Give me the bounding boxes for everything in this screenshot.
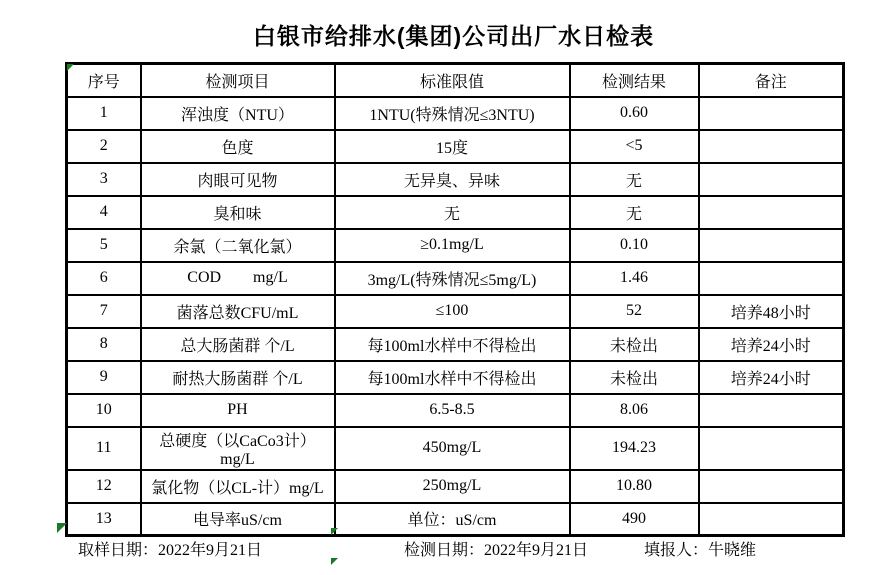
table-row — [67, 97, 844, 130]
cell-item: 余氯（二氧化氯） — [141, 229, 335, 262]
header-item: 检测项目 — [141, 64, 335, 97]
cell-item: COD mg/L — [141, 262, 335, 295]
cell-limit: 250mg/L — [335, 470, 570, 503]
cell-note — [699, 229, 844, 262]
table-row — [67, 262, 844, 295]
header-result: 检测结果 — [570, 64, 699, 97]
cell-result: 490 — [570, 503, 699, 536]
cell-no: 4 — [67, 196, 141, 229]
table-row — [67, 503, 844, 536]
cell-note — [699, 427, 844, 470]
table-row — [67, 427, 844, 470]
green-triangle-marker-icon — [331, 528, 338, 535]
cell-item: 菌落总数CFU/mL — [141, 295, 335, 328]
table-row — [67, 295, 844, 328]
cell-item: 色度 — [141, 130, 335, 163]
cell-result: 未检出 — [570, 361, 699, 394]
cell-no: 11 — [67, 427, 141, 470]
cell-item: 总硬度（以CaCo3计）mg/L — [141, 427, 335, 470]
cell-result: <5 — [570, 130, 699, 163]
table-row — [67, 394, 844, 427]
cell-item: 臭和味 — [141, 196, 335, 229]
green-triangle-marker-icon — [67, 64, 74, 71]
cell-note — [699, 97, 844, 130]
cell-limit: 单位：uS/cm — [335, 503, 570, 536]
cell-item: 耐热大肠菌群 个/L — [141, 361, 335, 394]
cell-note: 培养24小时 — [699, 361, 844, 394]
cell-no: 5 — [67, 229, 141, 262]
cell-note — [699, 163, 844, 196]
table-row — [67, 163, 844, 196]
table-header-row — [67, 64, 844, 97]
cell-no: 10 — [67, 394, 141, 427]
cell-result: 8.06 — [570, 394, 699, 427]
cell-item: 浑浊度（NTU） — [141, 97, 335, 130]
table-row — [67, 470, 844, 503]
test-date-label: 检测日期：2022年9月21日 — [404, 542, 589, 559]
cell-note — [699, 503, 844, 536]
cell-result: 无 — [570, 163, 699, 196]
cell-note — [699, 394, 844, 427]
cell-note — [699, 196, 844, 229]
cell-limit: 15度 — [335, 130, 570, 163]
green-triangle-marker-icon — [331, 558, 338, 565]
header-limit: 标准限值 — [335, 64, 570, 97]
cell-note — [699, 130, 844, 163]
cell-item: 电导率uS/cm — [141, 503, 335, 536]
cell-no: 1 — [67, 97, 141, 130]
table-row — [67, 328, 844, 361]
cell-no: 13 — [67, 503, 141, 536]
table-row — [67, 196, 844, 229]
cell-limit: ≤100 — [335, 295, 570, 328]
sampling-date-label: 取样日期：2022年9月21日 — [78, 542, 263, 559]
cell-note: 培养48小时 — [699, 295, 844, 328]
cell-result: 194.23 — [570, 427, 699, 470]
cell-limit: ≥0.1mg/L — [335, 229, 570, 262]
header-no: 序号 — [67, 64, 141, 97]
green-triangle-marker-icon — [57, 523, 67, 533]
cell-limit: 3mg/L(特殊情况≤5mg/L) — [335, 262, 570, 295]
cell-item: PH — [141, 394, 335, 427]
cell-no: 8 — [67, 328, 141, 361]
cell-limit: 每100ml水样中不得检出 — [335, 328, 570, 361]
cell-no: 9 — [67, 361, 141, 394]
cell-no: 3 — [67, 163, 141, 196]
cell-limit: 450mg/L — [335, 427, 570, 470]
table-row — [67, 229, 844, 262]
cell-note — [699, 262, 844, 295]
cell-limit: 无异臭、异味 — [335, 163, 570, 196]
cell-no: 6 — [67, 262, 141, 295]
cell-no: 12 — [67, 470, 141, 503]
header-note: 备注 — [699, 64, 844, 97]
cell-result: 1.46 — [570, 262, 699, 295]
cell-limit: 6.5-8.5 — [335, 394, 570, 427]
cell-note: 培养24小时 — [699, 328, 844, 361]
cell-item: 总大肠菌群 个/L — [141, 328, 335, 361]
cell-item: 氯化物（以CL-计）mg/L — [141, 470, 335, 503]
cell-limit: 1NTU(特殊情况≤3NTU) — [335, 97, 570, 130]
daily-check-table — [65, 62, 845, 537]
table-row — [67, 361, 844, 394]
cell-limit: 无 — [335, 196, 570, 229]
cell-item: 肉眼可见物 — [141, 163, 335, 196]
cell-result: 0.10 — [570, 229, 699, 262]
cell-no: 7 — [67, 295, 141, 328]
cell-result: 0.60 — [570, 97, 699, 130]
cell-limit: 每100ml水样中不得检出 — [335, 361, 570, 394]
cell-no: 2 — [67, 130, 141, 163]
cell-result: 10.80 — [570, 470, 699, 503]
reporter-label: 填报人：牛晓维 — [644, 542, 757, 559]
cell-result: 52 — [570, 295, 699, 328]
table-row — [67, 130, 844, 163]
cell-result: 无 — [570, 196, 699, 229]
page-title: 白银市给排水(集团)公司出厂水日检表 — [252, 23, 655, 49]
cell-note — [699, 470, 844, 503]
cell-result: 未检出 — [570, 328, 699, 361]
